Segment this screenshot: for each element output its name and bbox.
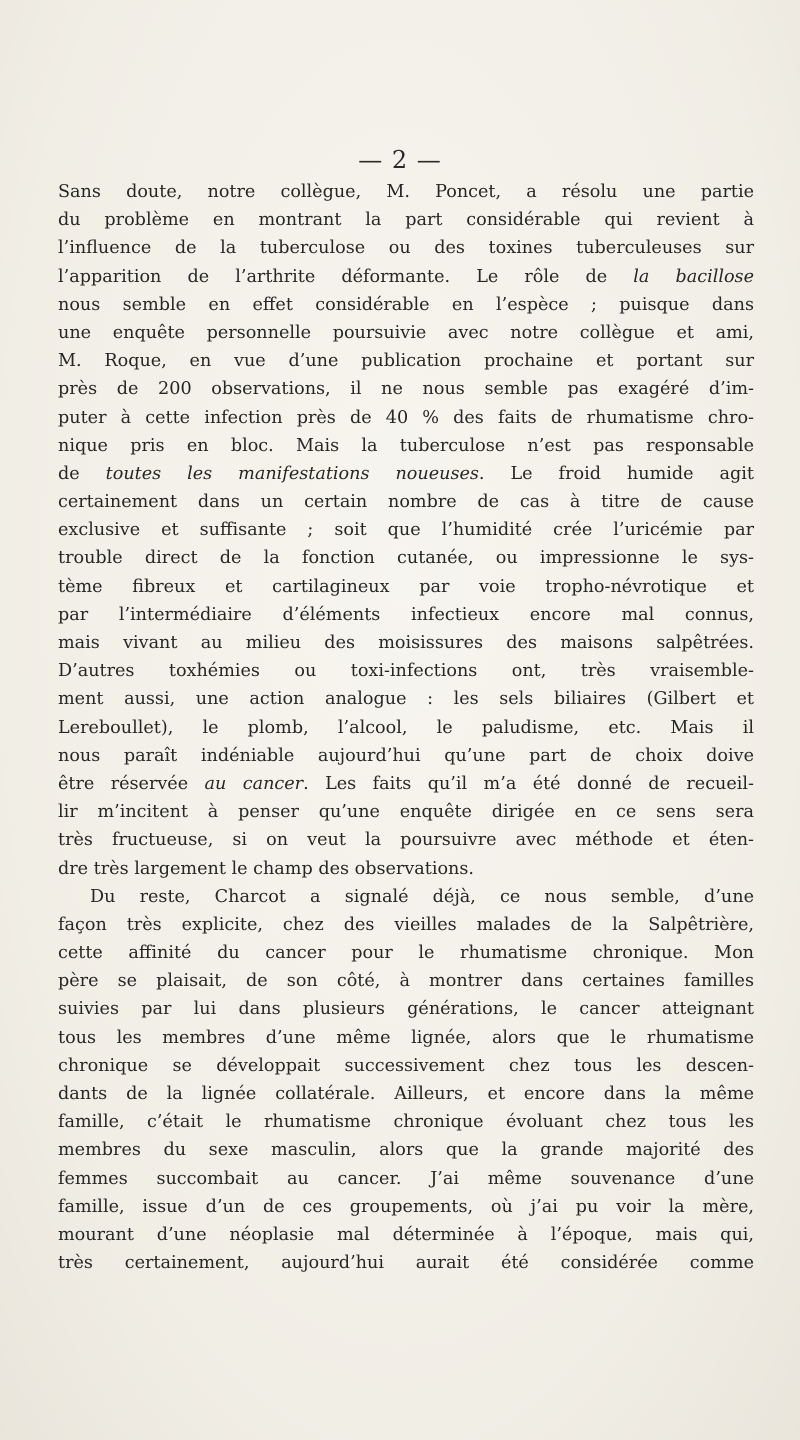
text-segment: . Les faits qu’il m’a été donné de recueil- [303,773,754,794]
text-segment: M. Roque, en vue d’une publication prochaine et portant sur [58,351,754,372]
text-line [58,460,754,488]
text-line [58,319,754,347]
text-segment: l’influence de la tuberculose ou des toxines tuberculeuses sur [58,238,754,259]
text-line [58,488,754,516]
text-line [58,263,754,291]
text-line [58,939,754,967]
text-line [58,347,754,375]
text-segment: . Le froid humide agit [478,463,755,484]
text-line [58,206,754,234]
text-segment: par l’intermédiaire d’éléments infectieux encore mal connus, [58,604,754,625]
text-line [58,911,754,939]
text-segment: nous paraît indéniable aujourd’hui qu’une part de choix doive [58,745,754,766]
text-segment: lir m’incitent à penser qu’une enquête dirigée en ce sens sera [58,802,754,823]
text-line [58,1221,754,1249]
text-line [58,516,754,544]
text-line [58,657,754,685]
text-line [58,1193,754,1221]
italic-text: toutes les manifestations noueuses [105,463,479,484]
text-line [58,883,754,911]
text-segment: Du reste, Charcot a signalé déjà, ce nous semble, d’une [90,886,754,907]
text-segment: certainement dans un certain nombre de cas à titre de cause [58,492,754,513]
text-segment: tous les membres d’une même lignée, alors que le rhumatisme [58,1027,754,1048]
text-segment: très certainement, aujourd’hui aurait été considérée comme [58,1253,754,1274]
text-segment: suivies par lui dans plusieurs générations, le cancer atteignant [58,999,754,1020]
text-line [58,1165,754,1193]
text-segment: mais vivant au milieu des moisissures des maisons salpêtrées. [58,633,754,653]
text-line [58,1108,754,1136]
text-segment: mourant d’une néoplasie mal déterminée à l’époque, mais qui, [58,1224,754,1245]
text-segment: nous semble en effet considérable en l’espèce ; puisque dans [58,294,754,315]
text-segment: Lereboullet), le plomb, l’alcool, le paludisme, etc. Mais il [58,717,754,738]
text-segment: famille, c’était le rhumatisme chronique évoluant chez tous les [58,1112,754,1133]
text-segment: très fructueuse, si on veut la poursuivre avec méthode et éten- [58,830,754,851]
text-line [58,798,754,826]
text-segment: l’apparition de l’arthrite déformante. Le rôle de [58,266,634,287]
page-number: — 2 — [358,146,442,174]
text-line [58,826,754,854]
text-segment: chronique se développait successivement chez tous les descen- [58,1055,754,1076]
text-segment: famille, issue d’un de ces groupements, où j’ai pu voir la mère, [58,1196,754,1217]
text-line [58,601,754,629]
text-line [58,1136,754,1164]
text-line [58,714,754,742]
text-line [58,770,754,798]
text-segment: près de 200 observations, il ne nous semble pas exagéré d’im- [58,379,754,400]
text-line [58,742,754,770]
italic-text: la bacillose [633,266,754,287]
text-segment: D’autres toxhémies ou toxi-infections ont, très vraisemble- [58,661,754,682]
text-segment: Sans doute, notre collègue, M. Poncet, a résolu une partie [58,182,754,202]
text-line [58,573,754,601]
text-line [58,178,754,206]
text-line [58,544,754,572]
text-line [58,1024,754,1052]
text-line [58,375,754,403]
text-segment: dants de la lignée collatérale. Ailleurs, et encore dans la même [58,1084,754,1104]
text-segment: de [58,463,106,484]
text-segment: du problème en montrant la part considérable qui revient à [58,210,754,231]
text-segment: membres du sexe masculin, alors que la grande majorité des [58,1140,754,1161]
text-segment: être réservée [58,773,205,794]
text-segment: dre très largement le champ des observations. [58,858,474,879]
text-line [58,404,754,432]
text-segment: nique pris en bloc. Mais la tuberculose n’est pas responsable [58,435,754,456]
text-segment: ment aussi, une action analogue : les sels biliaires (Gilbert et [58,689,754,710]
text-line [58,1052,754,1080]
text-segment: cette affinité du cancer pour le rhumatisme chronique. Mon [58,943,754,964]
italic-text: au cancer [204,773,304,794]
text-line [58,685,754,713]
text-line [58,629,754,657]
text-segment: exclusive et suffisante ; soit que l’humidité crée l’uricémie par [58,520,754,541]
text-line [58,234,754,262]
text-segment: père se plaisait, de son côté, à montrer dans certaines familles [58,971,754,992]
text-segment: tème fibreux et cartilagineux par voie tropho-névrotique et [58,576,754,597]
text-line [58,967,754,995]
text-segment: une enquête personnelle poursuivie avec notre collègue et ami, [58,322,754,343]
text-line [58,1080,754,1108]
text-segment: puter à cette infection près de 40 % des faits de rhumatisme chro- [58,407,754,428]
text-segment: femmes succombait au cancer. J’ai même souvenance d’une [58,1168,754,1189]
text-line [58,855,754,883]
body-text [58,178,754,1277]
text-line [58,1249,754,1277]
text-segment: trouble direct de la fonction cutanée, ou impressionne le sys- [58,548,754,569]
text-line [58,995,754,1023]
text-line [58,291,754,319]
text-segment: façon très explicite, chez des vieilles malades de la Salpêtrière, [58,914,754,935]
text-line [58,432,754,460]
